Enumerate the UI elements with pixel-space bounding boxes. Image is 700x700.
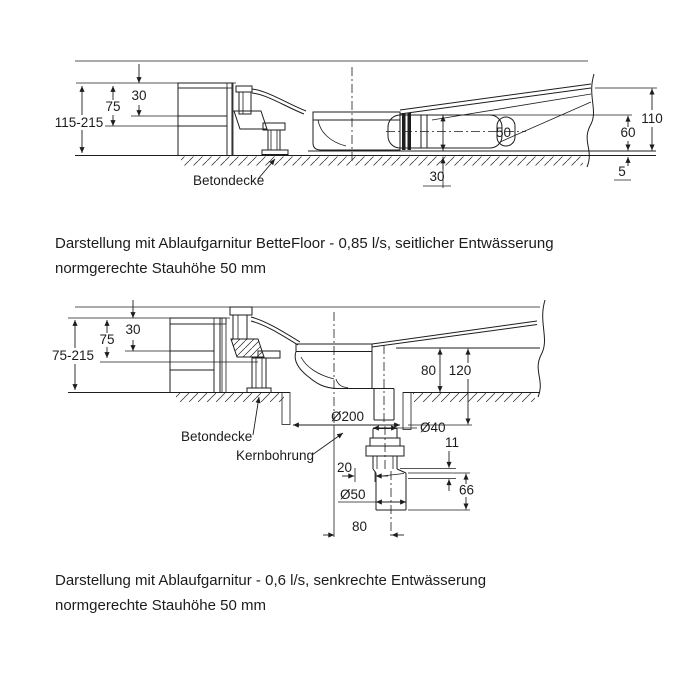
offset-adapter-detail [366,426,406,538]
kernbohrung-text: Kernbohrung [236,448,315,463]
wall-section [178,83,233,156]
dim-layer30: 30 [131,88,147,103]
dim-sub-height: 60 [620,125,636,140]
floor-hatching [181,157,583,166]
dimensions-right [423,89,663,188]
seal-block-2 [231,339,264,357]
dim-layer75-2: 75 [99,332,115,347]
dim-bottom80: 80 [352,519,368,534]
tile-layer-2 [170,318,226,324]
drawing-side-drain [0,53,700,203]
caption-drawing-2 [55,568,486,618]
tray-sheet [400,74,594,167]
drawing-vertical-drain [0,285,700,555]
screed-layer [178,88,227,116]
wall-section-2 [170,318,226,393]
hole-edge-right [403,393,411,430]
caption2-line2: normgerechte Stauhöhe 50 mm [55,597,266,614]
dim-pipe40: Ø40 [420,420,446,435]
reference-lines [75,61,657,156]
dim-pipe-height: 30 [429,169,445,184]
tile-layer [178,83,232,88]
detail-dimensions [323,420,474,535]
dim-core-hole: Ø200 [331,409,365,424]
betondecke-label-2 [181,397,259,444]
dim-range-2: 75-215 [51,348,95,363]
insulation-layer [178,116,227,156]
tray-rim-profile-2 [230,307,300,393]
dim-total-height: 110 [641,111,663,126]
dim-layer75: 75 [105,99,121,114]
betondecke-text-2: Betondecke [181,429,253,444]
insulation-layer-2 [170,351,214,393]
dim-range: 115-215 [54,115,104,130]
tray-rim-profile [234,86,306,155]
caption-drawing-1 [55,231,554,281]
dimensions-right-2 [293,349,471,425]
dim-66: 66 [458,482,475,498]
caption1-line2: normgerechte Stauhöhe 50 mm [55,260,266,277]
caption2-line1: Darstellung mit Ablaufgarnitur - 0,6 l/s, senkrechte Entwässerung [55,572,487,589]
support-leg-2 [247,358,271,393]
dim-layer30-2: 30 [125,322,141,337]
edge-strip-2 [214,318,222,393]
caption1-line1: Darstellung mit Ablaufgarnitur BetteFloor - 0,85 l/s, seitlicher Entwässerung [55,235,554,252]
dim-offset5: 5 [618,164,626,179]
support-leg [262,130,288,155]
drain-cover [313,112,400,120]
dimensions-left-2 [52,300,141,390]
betondecke-text: Betondecke [193,173,265,188]
dim-stauhoehe: 50 [496,125,512,140]
dim-depth120: 120 [448,363,472,378]
dimensions-left [55,64,147,153]
dim-depth80: 80 [420,363,436,378]
dim-offset20: 20 [337,460,353,475]
screed-layer-2 [170,324,214,351]
dim-11: 11 [444,435,460,450]
dim-pipe50: Ø50 [340,487,366,502]
